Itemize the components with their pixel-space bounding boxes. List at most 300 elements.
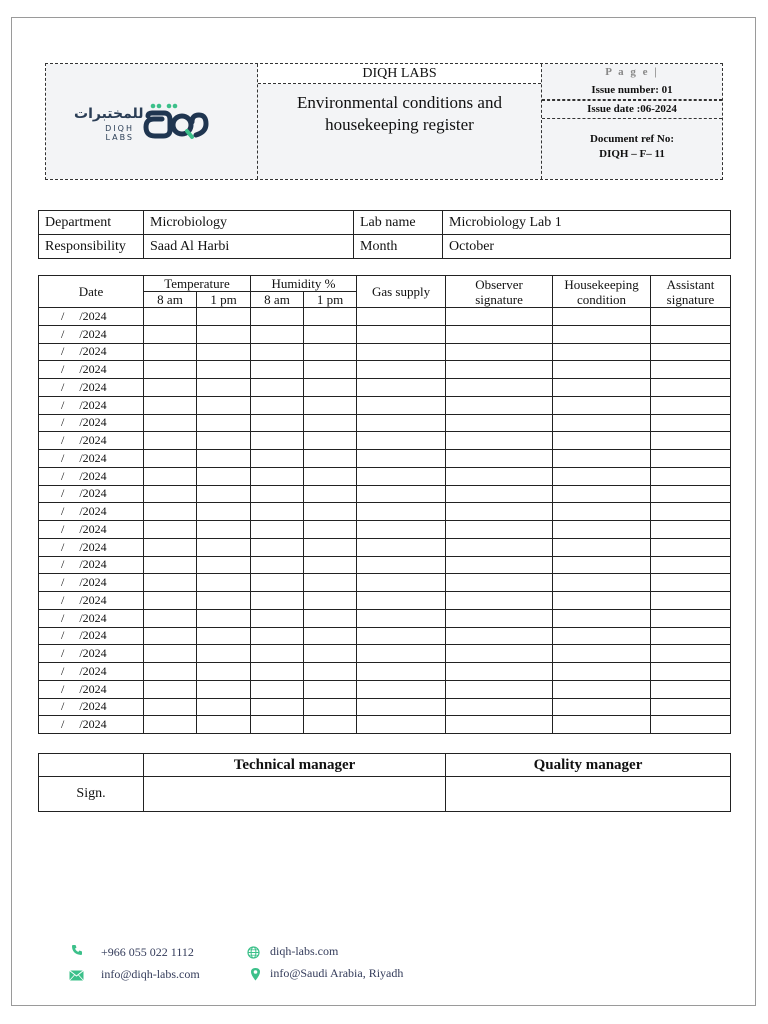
row-date-cell[interactable]: / /2024 [39, 414, 144, 432]
observer-signature-column-header [446, 276, 553, 308]
gas-supply-cell[interactable] [357, 379, 446, 397]
temperature-1pm-cell[interactable] [197, 574, 251, 592]
gas-supply-cell[interactable] [357, 538, 446, 556]
observer-signature-cell[interactable] [446, 308, 553, 326]
observer-signature-cell[interactable] [446, 627, 553, 645]
observer-signature-cell[interactable] [446, 503, 553, 521]
gas-supply-cell[interactable] [357, 609, 446, 627]
temperature-1pm-cell[interactable] [197, 432, 251, 450]
humidity-1pm-cell[interactable] [304, 592, 357, 610]
humidity-8am-cell[interactable] [251, 716, 304, 734]
humidity-1pm-cell[interactable] [304, 716, 357, 734]
assistant-header-line-2: signature [666, 291, 715, 307]
temperature-8am-cell[interactable] [144, 716, 197, 734]
housekeeping-condition-cell[interactable] [553, 716, 651, 734]
register-row [39, 308, 731, 326]
info-table [38, 210, 731, 259]
logo-arabic-text: للمختبرات [74, 106, 144, 122]
info-row [39, 211, 731, 235]
register-row [39, 716, 731, 734]
row-date-cell[interactable]: / /2024 [39, 485, 144, 503]
issue-date: Issue date :06-2024 [542, 100, 722, 119]
humidity-1pm-cell[interactable] [304, 645, 357, 663]
gas-supply-cell[interactable] [357, 396, 446, 414]
row-date-cell[interactable]: / /2024 [39, 716, 144, 734]
register-row [39, 361, 731, 379]
phone-icon [71, 944, 83, 956]
gas-supply-cell[interactable] [357, 503, 446, 521]
register-row [39, 414, 731, 432]
register-row [39, 396, 731, 414]
housekeeping-condition-cell[interactable] [553, 450, 651, 468]
temperature-1pm-cell[interactable] [197, 325, 251, 343]
observer-header-line-2: signature [475, 291, 523, 307]
register-row [39, 592, 731, 610]
housekeeping-condition-cell[interactable] [553, 521, 651, 539]
assistant-header-line-1: Assistant [666, 276, 715, 292]
register-table [38, 275, 731, 734]
humidity-column-header: Humidity % [251, 276, 357, 292]
observer-signature-cell[interactable] [446, 467, 553, 485]
row-date-cell[interactable]: / /2024 [39, 308, 144, 326]
humidity-1pm-cell[interactable] [304, 680, 357, 698]
observer-signature-cell[interactable] [446, 574, 553, 592]
lab-name-label: Lab name [354, 211, 443, 235]
temperature-column-header: Temperature [144, 276, 251, 292]
housekeeping-condition-cell[interactable] [553, 574, 651, 592]
temperature-1pm-cell[interactable] [197, 308, 251, 326]
temperature-8am-cell[interactable] [144, 556, 197, 574]
temperature-8am-cell[interactable] [144, 343, 197, 361]
housekeeping-condition-cell[interactable] [553, 396, 651, 414]
humidity-8am-cell[interactable] [251, 556, 304, 574]
temperature-1pm-cell[interactable] [197, 716, 251, 734]
humidity-8am-cell[interactable] [251, 645, 304, 663]
gas-supply-cell[interactable] [357, 592, 446, 610]
humidity-8am-cell[interactable] [251, 538, 304, 556]
humidity-8am-cell[interactable] [251, 325, 304, 343]
humidity-8am-cell[interactable] [251, 627, 304, 645]
document-title [258, 92, 541, 136]
row-date-cell[interactable]: / /2024 [39, 467, 144, 485]
row-date-cell[interactable]: / /2024 [39, 432, 144, 450]
housekeeping-condition-cell[interactable] [553, 680, 651, 698]
observer-signature-cell[interactable] [446, 556, 553, 574]
housekeeping-condition-cell[interactable] [553, 556, 651, 574]
assistant-signature-cell[interactable] [651, 627, 731, 645]
info-row [39, 235, 731, 259]
temperature-8am-cell[interactable] [144, 627, 197, 645]
humidity-1pm-cell[interactable] [304, 432, 357, 450]
humidity-1pm-cell[interactable] [304, 521, 357, 539]
temperature-8am-cell[interactable] [144, 592, 197, 610]
logo-cell [46, 64, 258, 179]
gas-supply-cell[interactable] [357, 698, 446, 716]
globe-icon [247, 946, 260, 959]
housekeeping-condition-cell[interactable] [553, 645, 651, 663]
temperature-8am-cell[interactable] [144, 467, 197, 485]
observer-signature-cell[interactable] [446, 538, 553, 556]
temperature-1pm-cell[interactable] [197, 450, 251, 468]
humidity-8am-cell[interactable] [251, 379, 304, 397]
observer-signature-cell[interactable] [446, 521, 553, 539]
register-row [39, 538, 731, 556]
humidity-8am-cell[interactable] [251, 396, 304, 414]
housekeeping-condition-cell[interactable] [553, 414, 651, 432]
row-date-cell[interactable]: / /2024 [39, 556, 144, 574]
housekeeping-condition-cell[interactable] [553, 343, 651, 361]
page-label: P a g e | [605, 66, 659, 78]
gas-supply-cell[interactable] [357, 432, 446, 450]
humidity-8am-cell[interactable] [251, 450, 304, 468]
humidity-1pm-cell[interactable] [304, 325, 357, 343]
humidity-1pm-cell[interactable] [304, 467, 357, 485]
technical-manager-header: Technical manager [144, 754, 446, 777]
temperature-8am-cell[interactable] [144, 698, 197, 716]
humidity-8am-cell[interactable] [251, 521, 304, 539]
register-row [39, 609, 731, 627]
humidity-8am-header: 8 am [251, 292, 304, 308]
temperature-8am-cell[interactable] [144, 503, 197, 521]
document-header [45, 63, 723, 180]
register-row [39, 627, 731, 645]
row-date-cell[interactable]: / /2024 [39, 343, 144, 361]
humidity-1pm-cell[interactable] [304, 663, 357, 681]
humidity-8am-cell[interactable] [251, 503, 304, 521]
assistant-signature-cell[interactable] [651, 450, 731, 468]
company-logo [74, 102, 224, 146]
temperature-1pm-cell[interactable] [197, 698, 251, 716]
gas-supply-cell[interactable] [357, 308, 446, 326]
observer-signature-cell[interactable] [446, 414, 553, 432]
housekeeping-condition-cell[interactable] [553, 627, 651, 645]
document-ref [542, 132, 722, 162]
temperature-8am-cell[interactable] [144, 485, 197, 503]
gas-supply-cell[interactable] [357, 467, 446, 485]
location-pin-icon [250, 967, 261, 981]
housekeeping-condition-cell[interactable] [553, 485, 651, 503]
observer-signature-cell[interactable] [446, 396, 553, 414]
document-meta-cell [542, 64, 722, 179]
observer-signature-cell[interactable] [446, 592, 553, 610]
assistant-signature-cell[interactable] [651, 698, 731, 716]
housekeeping-header-line-1: Housekeeping [564, 276, 639, 292]
observer-signature-cell[interactable] [446, 485, 553, 503]
humidity-8am-cell[interactable] [251, 467, 304, 485]
temperature-1pm-cell[interactable] [197, 467, 251, 485]
temperature-8am-cell[interactable] [144, 680, 197, 698]
assistant-signature-cell[interactable] [651, 521, 731, 539]
humidity-1pm-cell[interactable] [304, 361, 357, 379]
gas-supply-cell[interactable] [357, 680, 446, 698]
temperature-1pm-cell[interactable] [197, 379, 251, 397]
housekeeping-condition-cell[interactable] [553, 361, 651, 379]
gas-supply-cell[interactable] [357, 485, 446, 503]
humidity-1pm-cell[interactable] [304, 414, 357, 432]
date-column-header: Date [39, 276, 144, 308]
gas-supply-cell[interactable] [357, 325, 446, 343]
assistant-signature-cell[interactable] [651, 361, 731, 379]
row-date-cell[interactable]: / /2024 [39, 574, 144, 592]
signoff-sign-row [39, 777, 731, 812]
footer-email[interactable]: info@diqh-labs.com [101, 967, 200, 981]
observer-signature-cell[interactable] [446, 325, 553, 343]
temperature-8am-cell[interactable] [144, 609, 197, 627]
temperature-8am-cell[interactable] [144, 538, 197, 556]
assistant-signature-cell[interactable] [651, 467, 731, 485]
row-date-cell[interactable]: / /2024 [39, 521, 144, 539]
footer-location: info@Saudi Arabia, Riyadh [270, 966, 404, 980]
observer-signature-cell[interactable] [446, 450, 553, 468]
temperature-1pm-cell[interactable] [197, 592, 251, 610]
issue-number: Issue number: 01 [542, 81, 722, 100]
temperature-8am-cell[interactable] [144, 450, 197, 468]
humidity-1pm-cell[interactable] [304, 396, 357, 414]
assistant-signature-cell[interactable] [651, 538, 731, 556]
temperature-1pm-cell[interactable] [197, 645, 251, 663]
temperature-1pm-cell[interactable] [197, 414, 251, 432]
register-row [39, 325, 731, 343]
assistant-signature-cell[interactable] [651, 485, 731, 503]
month-value[interactable]: October [443, 235, 731, 259]
assistant-signature-cell[interactable] [651, 609, 731, 627]
department-label: Department [39, 211, 144, 235]
housekeeping-condition-cell[interactable] [553, 592, 651, 610]
humidity-1pm-cell[interactable] [304, 627, 357, 645]
assistant-signature-cell[interactable] [651, 645, 731, 663]
assistant-signature-cell[interactable] [651, 663, 731, 681]
humidity-1pm-cell[interactable] [304, 609, 357, 627]
humidity-1pm-cell[interactable] [304, 379, 357, 397]
humidity-8am-cell[interactable] [251, 592, 304, 610]
assistant-signature-cell[interactable] [651, 592, 731, 610]
humidity-1pm-header: 1 pm [304, 292, 357, 308]
footer-phone: +966 055 022 1112 [101, 945, 194, 959]
register-row [39, 432, 731, 450]
temperature-8am-cell[interactable] [144, 361, 197, 379]
temperature-8am-cell[interactable] [144, 645, 197, 663]
gas-supply-cell[interactable] [357, 521, 446, 539]
register-row [39, 556, 731, 574]
observer-signature-cell[interactable] [446, 680, 553, 698]
assistant-signature-cell[interactable] [651, 716, 731, 734]
register-row [39, 343, 731, 361]
row-date-cell[interactable]: / /2024 [39, 609, 144, 627]
observer-signature-cell[interactable] [446, 361, 553, 379]
doc-ref-value: DIQH – F– 11 [599, 148, 665, 160]
humidity-8am-cell[interactable] [251, 663, 304, 681]
assistant-signature-cell[interactable] [651, 556, 731, 574]
register-header-row [39, 276, 731, 292]
row-date-cell[interactable]: / /2024 [39, 361, 144, 379]
temperature-1pm-cell[interactable] [197, 343, 251, 361]
row-date-cell[interactable]: / /2024 [39, 325, 144, 343]
gas-supply-cell[interactable] [357, 361, 446, 379]
housekeeping-header-line-2: condition [576, 291, 627, 307]
row-date-cell[interactable]: / /2024 [39, 680, 144, 698]
quality-manager-signature-field[interactable] [446, 777, 731, 812]
doc-ref-label: Document ref No: [589, 133, 675, 145]
humidity-8am-cell[interactable] [251, 609, 304, 627]
humidity-1pm-cell[interactable] [304, 503, 357, 521]
department-value[interactable]: Microbiology [144, 211, 354, 235]
housekeeping-condition-cell[interactable] [553, 467, 651, 485]
housekeeping-condition-cell[interactable] [553, 609, 651, 627]
gas-supply-cell[interactable] [357, 556, 446, 574]
row-date-cell[interactable]: / /2024 [39, 627, 144, 645]
register-row [39, 379, 731, 397]
gas-supply-cell[interactable] [357, 663, 446, 681]
logo-english-text: DIQH LABS [105, 124, 134, 142]
observer-signature-cell[interactable] [446, 716, 553, 734]
mail-icon [69, 970, 84, 981]
row-date-cell[interactable]: / /2024 [39, 503, 144, 521]
humidity-8am-cell[interactable] [251, 485, 304, 503]
humidity-1pm-cell[interactable] [304, 450, 357, 468]
temperature-8am-header: 8 am [144, 292, 197, 308]
temperature-8am-cell[interactable] [144, 325, 197, 343]
title-cell [258, 64, 542, 179]
temperature-1pm-cell[interactable] [197, 663, 251, 681]
footer-website[interactable]: diqh-labs.com [270, 944, 339, 958]
observer-signature-cell[interactable] [446, 698, 553, 716]
temperature-1pm-cell[interactable] [197, 503, 251, 521]
temperature-1pm-cell[interactable] [197, 609, 251, 627]
humidity-1pm-cell[interactable] [304, 485, 357, 503]
gas-supply-cell[interactable] [357, 450, 446, 468]
temperature-8am-cell[interactable] [144, 414, 197, 432]
register-row [39, 521, 731, 539]
responsibility-label: Responsibility [39, 235, 144, 259]
gas-supply-cell[interactable] [357, 627, 446, 645]
temperature-1pm-cell[interactable] [197, 627, 251, 645]
gas-supply-cell[interactable] [357, 574, 446, 592]
humidity-1pm-cell[interactable] [304, 574, 357, 592]
housekeeping-condition-cell[interactable] [553, 698, 651, 716]
gas-supply-cell[interactable] [357, 414, 446, 432]
observer-signature-cell[interactable] [446, 645, 553, 663]
temperature-1pm-cell[interactable] [197, 680, 251, 698]
humidity-8am-cell[interactable] [251, 414, 304, 432]
housekeeping-condition-cell[interactable] [553, 432, 651, 450]
register-row [39, 680, 731, 698]
temperature-8am-cell[interactable] [144, 396, 197, 414]
row-date-cell[interactable]: / /2024 [39, 592, 144, 610]
housekeeping-condition-cell[interactable] [553, 325, 651, 343]
observer-signature-cell[interactable] [446, 609, 553, 627]
assistant-signature-cell[interactable] [651, 379, 731, 397]
responsibility-value[interactable]: Saad Al Harbi [144, 235, 354, 259]
row-date-cell[interactable]: / /2024 [39, 396, 144, 414]
housekeeping-condition-cell[interactable] [553, 308, 651, 326]
observer-header-line-1: Observer [475, 276, 523, 292]
row-date-cell[interactable]: / /2024 [39, 379, 144, 397]
humidity-1pm-cell[interactable] [304, 556, 357, 574]
assistant-signature-cell[interactable] [651, 680, 731, 698]
temperature-8am-cell[interactable] [144, 574, 197, 592]
gas-supply-column-header: Gas supply [357, 276, 446, 308]
org-name: DIQH LABS [258, 64, 541, 84]
row-date-cell[interactable]: / /2024 [39, 645, 144, 663]
temperature-8am-cell[interactable] [144, 663, 197, 681]
row-date-cell[interactable]: / /2024 [39, 663, 144, 681]
assistant-signature-cell[interactable] [651, 432, 731, 450]
humidity-8am-cell[interactable] [251, 308, 304, 326]
assistant-signature-cell[interactable] [651, 503, 731, 521]
housekeeping-condition-cell[interactable] [553, 663, 651, 681]
housekeeping-condition-column-header [553, 276, 651, 308]
humidity-8am-cell[interactable] [251, 432, 304, 450]
housekeeping-condition-cell[interactable] [553, 538, 651, 556]
humidity-8am-cell[interactable] [251, 343, 304, 361]
register-row [39, 503, 731, 521]
temperature-1pm-cell[interactable] [197, 396, 251, 414]
register-row [39, 467, 731, 485]
register-row [39, 645, 731, 663]
row-date-cell[interactable]: / /2024 [39, 538, 144, 556]
humidity-8am-cell[interactable] [251, 361, 304, 379]
temperature-8am-cell[interactable] [144, 308, 197, 326]
humidity-8am-cell[interactable] [251, 680, 304, 698]
housekeeping-condition-cell[interactable] [553, 503, 651, 521]
temperature-1pm-cell[interactable] [197, 556, 251, 574]
register-row [39, 485, 731, 503]
humidity-8am-cell[interactable] [251, 574, 304, 592]
temperature-1pm-header: 1 pm [197, 292, 251, 308]
observer-signature-cell[interactable] [446, 432, 553, 450]
temperature-1pm-cell[interactable] [197, 521, 251, 539]
temperature-1pm-cell[interactable] [197, 485, 251, 503]
gas-supply-cell[interactable] [357, 645, 446, 663]
quality-manager-header: Quality manager [446, 754, 731, 777]
observer-signature-cell[interactable] [446, 343, 553, 361]
gas-supply-cell[interactable] [357, 716, 446, 734]
register-body [39, 308, 731, 734]
signoff-table [38, 753, 731, 812]
row-date-cell[interactable]: / /2024 [39, 450, 144, 468]
temperature-8am-cell[interactable] [144, 521, 197, 539]
temperature-1pm-cell[interactable] [197, 361, 251, 379]
humidity-1pm-cell[interactable] [304, 343, 357, 361]
observer-signature-cell[interactable] [446, 663, 553, 681]
humidity-8am-cell[interactable] [251, 698, 304, 716]
humidity-1pm-cell[interactable] [304, 308, 357, 326]
assistant-signature-cell[interactable] [651, 325, 731, 343]
humidity-1pm-cell[interactable] [304, 538, 357, 556]
observer-signature-cell[interactable] [446, 379, 553, 397]
humidity-1pm-cell[interactable] [304, 698, 357, 716]
register-row [39, 698, 731, 716]
housekeeping-condition-cell[interactable] [553, 379, 651, 397]
register-row [39, 663, 731, 681]
technical-manager-signature-field[interactable] [144, 777, 446, 812]
temperature-8am-cell[interactable] [144, 432, 197, 450]
assistant-signature-cell[interactable] [651, 414, 731, 432]
row-date-cell[interactable]: / /2024 [39, 698, 144, 716]
gas-supply-cell[interactable] [357, 343, 446, 361]
register-row [39, 450, 731, 468]
assistant-signature-cell[interactable] [651, 343, 731, 361]
temperature-1pm-cell[interactable] [197, 538, 251, 556]
assistant-signature-cell[interactable] [651, 574, 731, 592]
assistant-signature-cell[interactable] [651, 308, 731, 326]
title-line-2: housekeeping register [325, 115, 474, 134]
assistant-signature-cell[interactable] [651, 396, 731, 414]
lab-name-value[interactable]: Microbiology Lab 1 [443, 211, 731, 235]
temperature-8am-cell[interactable] [144, 379, 197, 397]
signoff-blank-cell [39, 754, 144, 777]
month-label: Month [354, 235, 443, 259]
